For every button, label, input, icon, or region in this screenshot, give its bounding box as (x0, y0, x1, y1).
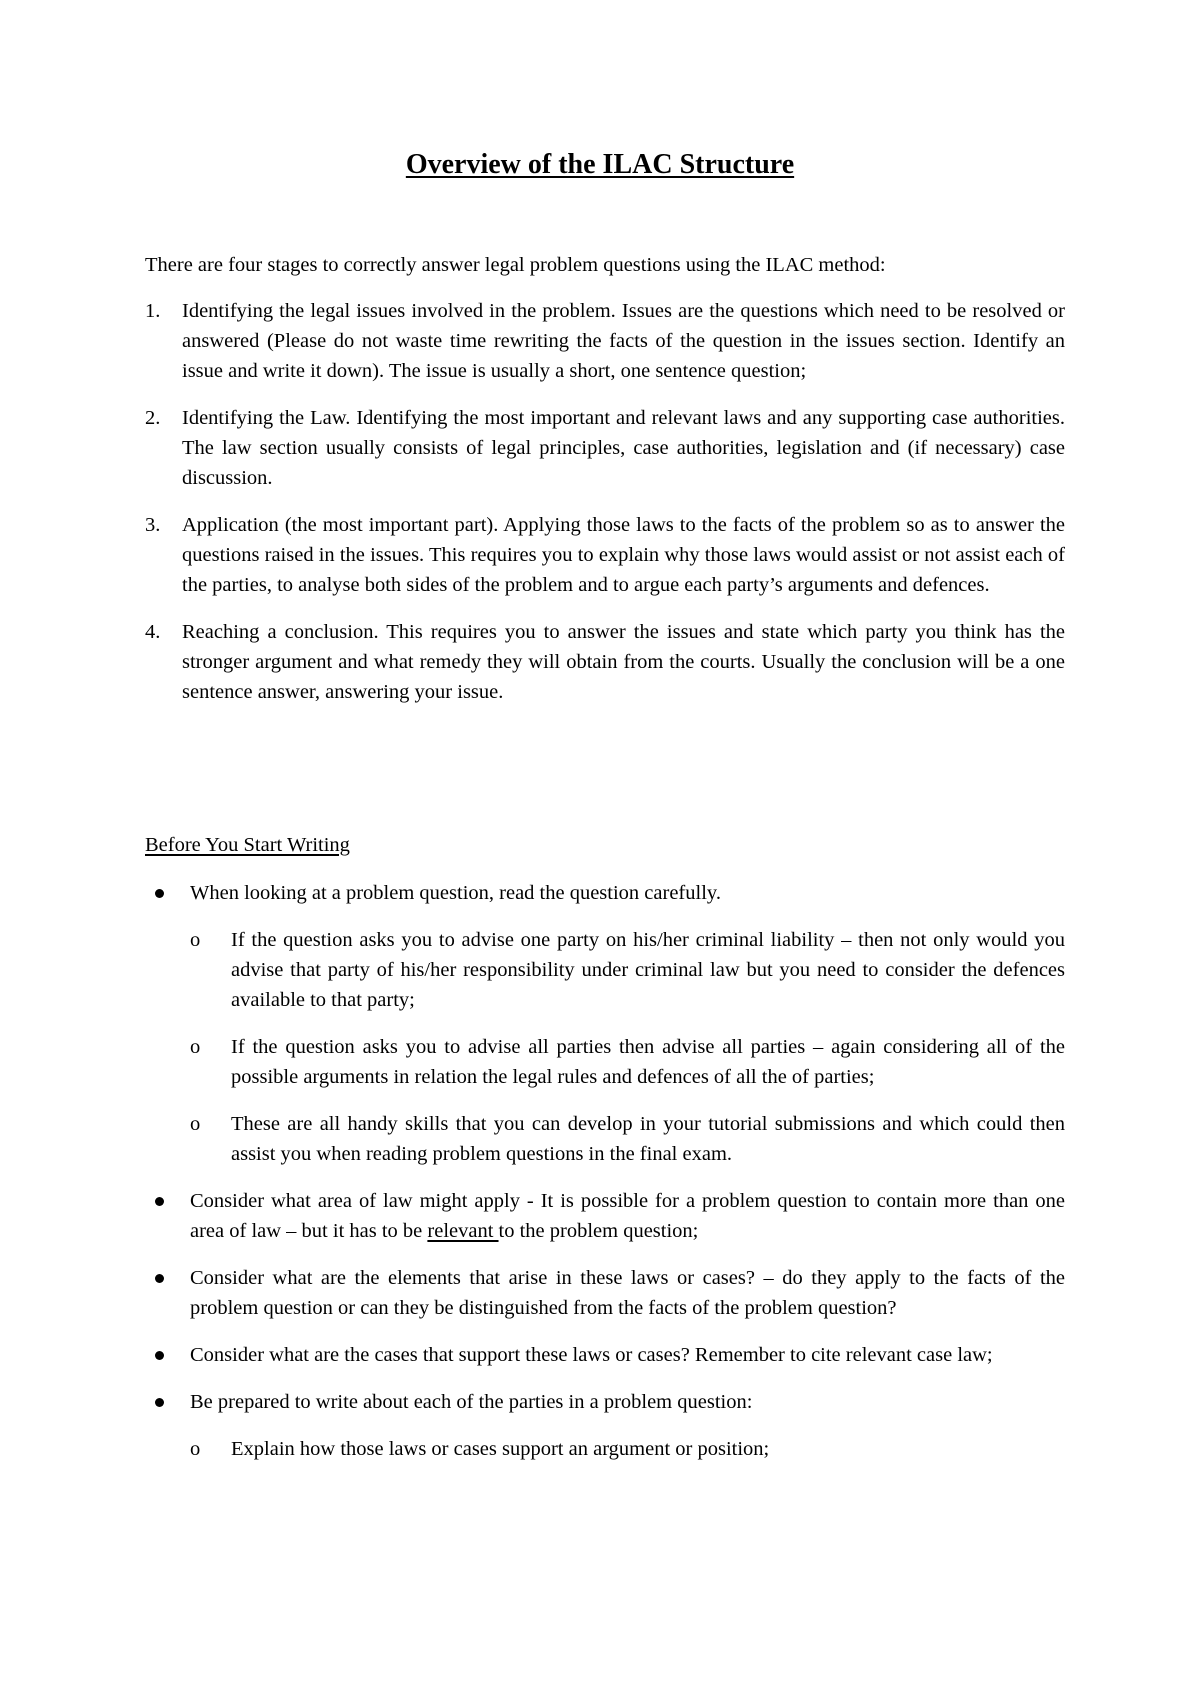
sub-list (190, 1434, 1065, 1464)
section-heading: Before You Start Writing (145, 834, 350, 856)
bullet-item (145, 1340, 1065, 1370)
circle-bullet-icon: o (190, 1438, 201, 1460)
stage-item (145, 403, 1065, 493)
circle-bullet-icon: o (190, 929, 201, 951)
bullet-icon (155, 1398, 164, 1407)
sub-item (190, 1032, 1065, 1092)
sub-item (190, 1434, 1065, 1464)
bullet-item (145, 878, 1065, 1169)
sub-item (190, 925, 1065, 1015)
bullet-item (145, 1263, 1065, 1323)
bullet-text: Be prepared to write about each of the parties in a problem question: (190, 1391, 753, 1413)
sub-list (190, 925, 1065, 1169)
stage-item (145, 510, 1065, 600)
stage-text: Application (the most important part). Applying those laws to the facts of the problem so as to answer the questions raised in the issues. This requires you to explain why those laws would assist or not assist each of the parties, to analyse both sides of the problem and to argue each party’s arguments and defences. (182, 514, 1065, 596)
stage-text: Reaching a conclusion. This requires you to answer the issues and state which party you think has the stronger argument and what remedy they will obtain from the courts. Usually the conclusion will be a one sentence answer, answering your issue. (182, 621, 1065, 703)
circle-bullet-icon: o (190, 1036, 201, 1058)
bullet-text: Consider what are the cases that support these laws or cases? Remember to cite relevant case law; (190, 1344, 993, 1366)
bullet-text: Consider what are the elements that arise in these laws or cases? – do they apply to the facts of the problem question or can they be distinguished from the facts of the problem question? (190, 1267, 1065, 1319)
stage-number: 1. (145, 300, 161, 322)
bullet-icon (155, 1351, 164, 1360)
sub-item (190, 1109, 1065, 1169)
bullet-icon (155, 1197, 164, 1206)
stage-item (145, 617, 1065, 707)
bullet-text: When looking at a problem question, read the question carefully. (190, 882, 721, 904)
stage-number: 4. (145, 621, 161, 643)
intro-paragraph: There are four stages to correctly answer legal problem questions using the ILAC method: (145, 254, 886, 276)
sub-item-text: If the question asks you to advise one party on his/her criminal liability – then not only would you advise that party of his/her responsibility under criminal law but you need to consider the defences available to that party; (231, 929, 1065, 1011)
bullet-text-after: to the problem question; (498, 1220, 699, 1242)
sub-item-text: If the question asks you to advise all parties then advise all parties – again considering all of the possible arguments in relation the legal rules and defences of all the of parties; (231, 1036, 1065, 1088)
stage-number: 2. (145, 407, 161, 429)
bullet-icon (155, 1274, 164, 1283)
stage-text: Identifying the legal issues involved in the problem. Issues are the questions which need to be resolved or answered (Please do not waste time rewriting the facts of the question in the issues section. Identify an issue and write it down). The issue is usually a short, one sentence question; (182, 300, 1065, 382)
bullet-item (145, 1186, 1065, 1246)
sub-item-text: These are all handy skills that you can develop in your tutorial submissions and which could then assist you when reading problem questions in the final exam. (231, 1113, 1065, 1165)
bullet-list (145, 878, 1065, 1481)
circle-bullet-icon: o (190, 1113, 201, 1135)
bullet-item (145, 1387, 1065, 1464)
bullet-text-before: Consider what area of law might apply - It is possible for a problem question to contain more than one area of law – but it has to be (190, 1190, 1065, 1242)
stage-text: Identifying the Law. Identifying the most important and relevant laws and any supporting case authorities. The law section usually consists of legal principles, case authorities, legislation and (if necessary) case discussion. (182, 407, 1065, 489)
stage-item (145, 296, 1065, 386)
bullet-icon (155, 889, 164, 898)
page-title: Overview of the ILAC Structure (405, 149, 795, 180)
sub-item-text: Explain how those laws or cases support an argument or position; (231, 1438, 770, 1460)
stage-number: 3. (145, 514, 161, 536)
stages-list (145, 296, 1065, 724)
underlined-word: relevant (427, 1220, 499, 1242)
